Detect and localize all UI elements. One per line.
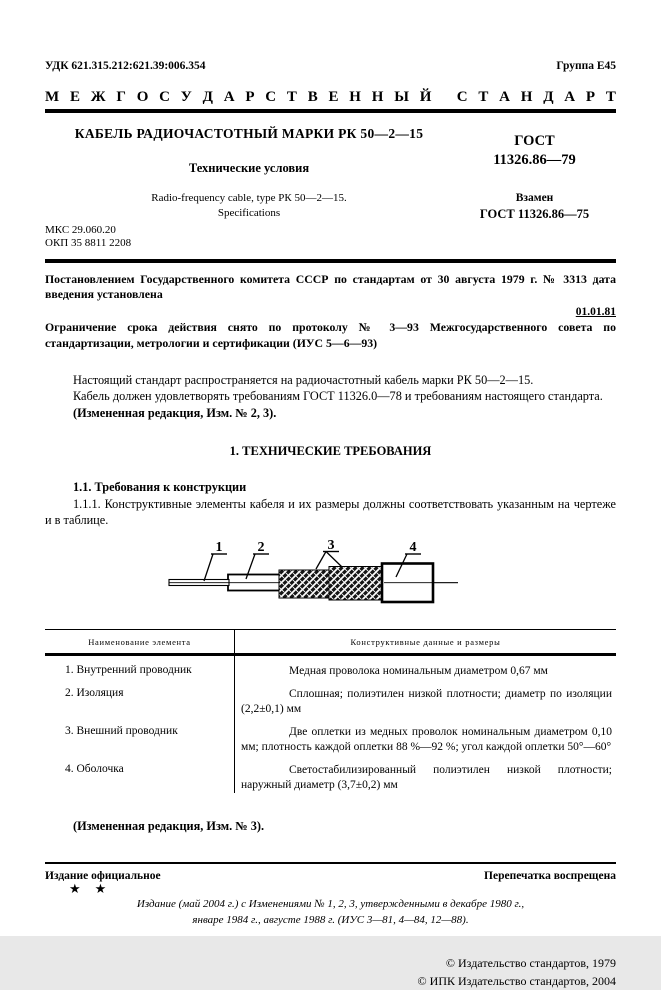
edition-note-line1: Издание (май 2004 г.) с Изменениями № 1, 2, 3, утвержденными в декабре 1980 г., [136, 897, 525, 910]
table-row [45, 755, 616, 793]
enactment-paragraph: Постановлением Государственного комитета СССР по стандартам от 30 августа 1979 г. № 3313 дата введения установлена [45, 271, 616, 302]
outer-braid-2-shape [329, 567, 383, 601]
table-header-row [45, 630, 616, 656]
diagram-label-1: 1 [215, 540, 222, 556]
gost-number: 11326.86—79 [493, 152, 576, 168]
table-row [45, 679, 616, 717]
diagram-label-4: 4 [409, 540, 416, 556]
copyright-line-1: © Издательство стандартов, 1979 [445, 955, 616, 970]
scope-paragraph-2: Кабель должен удовлетворять требованиям ГОСТ 11326.0—78 и требованиям настоящего стандарта. [73, 389, 603, 404]
enactment-block [45, 272, 616, 351]
cable-diagram [166, 537, 496, 622]
title-block [45, 126, 616, 222]
element-name: 1. Внутренний проводник [45, 656, 235, 679]
replaces-label: Взамен [515, 192, 554, 204]
copyright-block [45, 954, 616, 990]
group-code: Группа Е45 [556, 60, 616, 72]
gost-label: ГОСТ [514, 133, 555, 149]
element-name: 2. Изоляция [45, 679, 235, 717]
table-row [45, 717, 616, 755]
element-description: Сплошная; полиэтилен низкой плотности; диаметр по изоляции (2,2±0,1) мм [241, 688, 612, 716]
footer-notice-row [45, 870, 616, 882]
standard-subtitle: Технические условия [188, 161, 310, 175]
title-english-line2: Specifications [217, 206, 281, 219]
limitation-paragraph: Ограничение срока действия снято по протоколу № 3—93 Межгосударственного совета по стандартизации, метрологии и сертификации (ИУС 5—6—93) [45, 320, 616, 350]
leader-line-3a [316, 552, 326, 570]
replaces-number: ГОСТ 11326.86—75 [479, 207, 590, 221]
banner-rule [45, 109, 616, 113]
standard-title-english [45, 191, 453, 221]
mks-code: МКС 29.060.20 [45, 224, 116, 236]
outer-braid-1-shape [279, 570, 330, 598]
scope-paragraph-1: Настоящий стандарт распространяется на радиочастотный кабель марки РК 50—2—15. [73, 373, 534, 388]
cable-drawing [45, 537, 616, 627]
element-description: Медная проволока номинальным диаметром 0,67 мм [289, 665, 548, 678]
codes-block [45, 224, 616, 250]
okp-code: ОКП 35 8811 2208 [45, 237, 132, 250]
diagram-label-2: 2 [257, 540, 264, 556]
clause-111 [45, 496, 616, 528]
classification-row [45, 60, 616, 72]
edition-note-line2: январе 1984 г., августе 1988 г. (ИУС 3—81, 4—84, 12—88). [192, 914, 469, 927]
footer-rule [45, 862, 616, 864]
table-header-data: Конструктивные данные и размеры [350, 637, 501, 648]
page-footer [45, 862, 616, 990]
table-header-element: Наименование элемента [45, 630, 235, 653]
title-right-column [453, 126, 616, 222]
scope-block [45, 372, 616, 421]
official-edition-label: Издание официальное [45, 869, 161, 882]
table-body [45, 656, 616, 803]
udk-code: УДК 621.315.212:621.39:006.354 [45, 60, 206, 72]
element-description: Две оплетки из медных проволок номинальным диаметром 0,10 мм; плотность каждой оплетки 88 %—92 %; угол каждой оплетки 50°—60° [241, 726, 612, 753]
element-description: Светостабилизированный полиэтилен низкой плотности; наружный диаметр (3,7±0,2) мм [241, 763, 612, 791]
element-name: 4. Оболочка [45, 755, 235, 793]
edition-note [45, 896, 616, 929]
amendment-note-2: (Измененная редакция, Изм. № 3). [73, 818, 265, 833]
enactment-date: 01.01.81 [575, 305, 616, 318]
diagram-label-3: 3 [327, 538, 334, 554]
amendment-note-1: (Измененная редакция, Изм. № 2, 3). [73, 405, 277, 420]
copyright-line-2: © ИПК Издательство стандартов, 2004 [417, 973, 616, 988]
title-left-column [45, 126, 453, 222]
banner: М Е Ж Г О С У Д А Р С Т В Е Н Н Ы Й С Т А Н Д А Р Т [45, 89, 616, 105]
leader-line-1 [204, 554, 213, 581]
table-row [45, 656, 616, 679]
title-english-line1: Radio-frequency cable, type РК 50—2—15. [151, 192, 347, 204]
codes-rule [45, 259, 616, 263]
element-name: 3. Внешний проводник [45, 717, 235, 755]
leader-line-3b [326, 552, 342, 568]
edition-stars: ★★ [69, 880, 121, 896]
clause-111-text: 1.1.1. Конструктивные элементы кабеля и их размеры должны соответствовать указанным на чертеже и в таблице. [45, 496, 616, 527]
subsection-heading: 1.1. Требования к конструкции [73, 479, 247, 494]
reprint-prohibited-label: Перепечатка воспрещена [484, 869, 616, 882]
construction-table [45, 629, 616, 803]
section-heading: 1. ТЕХНИЧЕСКИЕ ТРЕБОВАНИЯ [229, 443, 432, 458]
standard-title: КАБЕЛЬ РАДИОЧАСТОТНЫЙ МАРКИ РК 50—2—15 [74, 126, 424, 141]
